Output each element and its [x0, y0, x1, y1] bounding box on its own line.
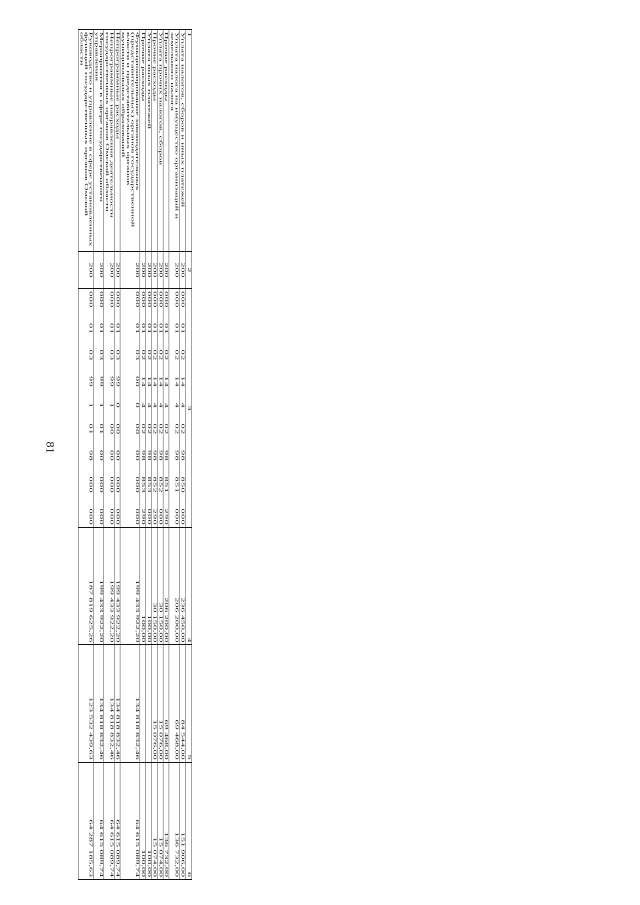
code-segments: [180, 291, 185, 525]
row-value-col6: 64 615 089,74: [93, 762, 103, 879]
row-value-col4: 100,00: [146, 528, 152, 645]
code-segment: 98: [146, 450, 151, 462]
code-segment: 02: [152, 349, 157, 361]
row-classification-code: [120, 289, 140, 528]
code-segment: 852: [158, 476, 163, 494]
row-value-col4: 199 433 922,20: [93, 528, 103, 645]
page-number: 81: [43, 441, 58, 454]
table-row: [114, 30, 120, 880]
code-segment: 1: [98, 402, 104, 409]
code-segment: 853: [140, 476, 146, 494]
code-segment: 000: [115, 291, 120, 308]
code-segment: 01: [98, 323, 104, 335]
row-value-col6: 64 615 089,74: [120, 762, 140, 879]
row-name: Прочие расходы: [163, 30, 169, 252]
code-segment: 000: [98, 291, 104, 308]
row-org-code: 200: [151, 251, 157, 289]
code-segment: 02: [174, 349, 179, 361]
code-segment: 00: [135, 450, 140, 462]
row-value-col6: 64 615 089,74: [114, 762, 120, 879]
row-classification-code: [114, 289, 120, 528]
code-segment: 02: [140, 349, 146, 361]
code-segment: 0: [135, 402, 140, 409]
row-value-col4: 206 200,00: [169, 528, 179, 645]
row-name: Прочие расходы: [151, 30, 157, 252]
header-col-1: 1: [185, 30, 192, 252]
code-segment: 851: [164, 476, 169, 494]
code-segment: 00: [109, 423, 114, 435]
code-segment: 000: [135, 291, 140, 308]
table-row: [169, 30, 179, 880]
code-segment: 02: [158, 349, 163, 361]
code-segment: 03: [109, 349, 114, 361]
header-col-4: 4: [185, 528, 192, 645]
row-org-code: 200: [140, 251, 146, 289]
row-name: Уплата налога на имущество организаций и земельного налога: [169, 30, 179, 252]
row-value-col6: 64 287 185,63: [78, 762, 93, 879]
row-value-col5: 69 468,00: [169, 645, 179, 762]
row-name: Непрограммные расходы: [114, 30, 120, 252]
code-segment: 01: [115, 323, 120, 335]
code-segment: 02: [180, 423, 185, 435]
code-segment: 02: [174, 423, 179, 435]
code-segment: 000: [140, 291, 146, 308]
table-row: [157, 30, 163, 880]
code-segment: 290: [164, 508, 169, 526]
code-segment: 000: [109, 508, 114, 526]
row-name: Мероприятия в сфере государственного управления: [93, 30, 103, 252]
code-segment: 4: [146, 402, 151, 409]
row-org-code: 200: [78, 251, 93, 289]
code-segment: 03: [88, 349, 93, 361]
code-segments: [140, 291, 145, 525]
row-org-code: 200: [179, 251, 185, 289]
table-row: [93, 30, 103, 880]
code-segment: 02: [140, 423, 146, 435]
code-segment: 1: [88, 402, 93, 409]
row-name: Уплата иных платежей: [146, 30, 152, 252]
code-segment: 01: [135, 323, 140, 335]
header-col-2: 2: [185, 251, 192, 289]
row-value-col6: 100,00: [140, 762, 146, 879]
row-value-col5: [146, 645, 152, 762]
code-segment: 000: [109, 291, 114, 308]
code-segment: 4: [164, 402, 169, 409]
table-row: [120, 30, 140, 880]
code-segments: [135, 291, 140, 525]
row-value-col6: 136 732,00: [163, 762, 169, 879]
row-org-code: 200: [93, 251, 103, 289]
code-segment: 01: [164, 323, 169, 335]
code-segment: 000: [88, 508, 93, 526]
row-org-code: 200: [104, 251, 114, 289]
row-value-col5: 69 468,00: [163, 645, 169, 762]
row-value-col6: 151 906,00: [179, 762, 185, 879]
code-segment: 4: [140, 402, 146, 409]
row-org-code: 200: [114, 251, 120, 289]
code-segment: 00: [98, 450, 104, 462]
code-segment: 4: [174, 402, 179, 409]
code-segment: 03: [135, 349, 140, 361]
row-value-col5: 123 532 439,63: [78, 645, 93, 762]
code-segment: 850: [180, 476, 185, 494]
code-segment: 14: [174, 376, 179, 388]
row-value-col5: [140, 645, 146, 762]
code-segment: 02: [158, 423, 163, 435]
table-row: [78, 30, 93, 880]
row-name: Непрограммные направления деятельности государственных органов Омской области: [104, 30, 114, 252]
code-segment: 01: [88, 423, 93, 435]
code-segment: 98: [152, 450, 157, 462]
code-segments: [88, 291, 93, 525]
code-segment: 4: [180, 402, 185, 409]
row-classification-code: [140, 289, 146, 528]
code-segment: 98: [158, 450, 163, 462]
row-value-col5: 134 818 832,46: [93, 645, 103, 762]
code-segments: [109, 291, 114, 525]
code-segment: 000: [180, 291, 185, 308]
code-segment: 99: [115, 376, 120, 388]
header-col-5: 5: [185, 645, 192, 762]
code-segment: 98: [140, 450, 146, 462]
row-value-col6: 64 615 089,74: [104, 762, 114, 879]
code-segments: [99, 291, 104, 525]
code-segment: 02: [146, 349, 151, 361]
table-row: [179, 30, 185, 880]
code-segment: 000: [98, 476, 104, 494]
row-org-code: 200: [163, 251, 169, 289]
code-segment: 00: [115, 423, 120, 435]
code-segments: [174, 291, 179, 525]
code-segment: 02: [164, 423, 169, 435]
code-segment: 000: [135, 476, 140, 494]
row-classification-code: [93, 289, 103, 528]
table-row: [140, 30, 146, 880]
code-segment: 00: [109, 450, 114, 462]
row-value-col4: 30 150,00: [151, 528, 157, 645]
row-name: Руководство и управление в сфере установленных функций государственных органов Омской области: [78, 30, 93, 252]
code-segment: 02: [164, 349, 169, 361]
row-name: Прочие расходы: [140, 30, 146, 252]
code-segment: 03: [115, 349, 120, 361]
code-segment: 99: [98, 376, 104, 388]
row-value-col5: 134 818 832,46: [120, 645, 140, 762]
code-segment: 01: [158, 323, 163, 335]
row-name: Уплата прочих налогов, сборов: [157, 30, 163, 252]
table-row: [151, 30, 157, 880]
code-segment: 000: [152, 291, 157, 308]
code-segment: 290: [140, 508, 146, 526]
code-segment: 01: [174, 323, 179, 335]
code-segment: 99: [109, 376, 114, 388]
code-segment: 00: [135, 376, 140, 388]
row-value-col5: 134 818 832,46: [114, 645, 120, 762]
code-segment: 1: [109, 402, 114, 409]
row-name: Уплата налогов, сборов и иных платежей: [179, 30, 185, 252]
row-classification-code: [78, 289, 93, 528]
row-value-col4: 187 819 625,26: [78, 528, 93, 645]
code-segment: 14: [152, 376, 157, 388]
code-segment: 000: [158, 508, 163, 526]
code-segment: 01: [140, 323, 146, 335]
code-segment: 000: [158, 291, 163, 308]
row-value-col5: 84 544,00: [179, 645, 185, 762]
code-segments: [115, 291, 120, 525]
table-row: [146, 30, 152, 880]
row-org-code: 200: [120, 251, 140, 289]
code-segment: 000: [98, 508, 104, 526]
code-segment: 000: [164, 291, 169, 308]
code-segment: 000: [109, 476, 114, 494]
row-classification-code: [157, 289, 163, 528]
row-value-col4: 206 200,00: [163, 528, 169, 645]
code-segments: [158, 291, 163, 525]
code-segment: 98: [164, 450, 169, 462]
code-segment: 000: [146, 508, 151, 526]
row-value-col6: 136 732,00: [169, 762, 179, 879]
code-segment: 01: [180, 323, 185, 335]
row-value-col4: 100,00: [140, 528, 146, 645]
budget-table: [78, 29, 192, 880]
row-value-col5: 15 076,00: [157, 645, 163, 762]
row-classification-code: [104, 289, 114, 528]
code-segment: 4: [158, 402, 163, 409]
row-classification-code: [163, 289, 169, 528]
row-org-code: 200: [157, 251, 163, 289]
code-segment: 14: [180, 376, 185, 388]
code-segment: 00: [115, 450, 120, 462]
code-segment: 000: [88, 476, 93, 494]
code-segment: 851: [174, 476, 179, 494]
code-segment: 000: [180, 508, 185, 526]
code-segment: 99: [88, 376, 93, 388]
row-value-col4: 236 450,00: [179, 528, 185, 645]
code-segment: 03: [98, 349, 104, 361]
table-row: [104, 30, 114, 880]
code-segment: 02: [152, 423, 157, 435]
code-segment: 98: [88, 450, 93, 462]
header-col-6: 6: [185, 762, 192, 879]
code-segments: [164, 291, 169, 525]
row-value-col6: 100,00: [146, 762, 152, 879]
code-segment: 01: [146, 323, 151, 335]
row-value-col5: 15 076,00: [151, 645, 157, 762]
code-segment: 02: [146, 423, 151, 435]
code-segments: [146, 291, 151, 525]
row-value-col6: 15 074,00: [151, 762, 157, 879]
code-segment: 14: [140, 376, 146, 388]
code-segment: 98: [180, 450, 185, 462]
row-value-col4: 30 150,00: [157, 528, 163, 645]
row-classification-code: [179, 289, 185, 528]
code-segment: 000: [174, 291, 179, 308]
code-segment: 852: [152, 476, 157, 494]
row-value-col4: 199 433 922,20: [114, 528, 120, 645]
code-segment: 0: [115, 402, 120, 409]
code-segment: 000: [115, 508, 120, 526]
code-segment: 01: [88, 323, 93, 335]
code-segment: 14: [146, 376, 151, 388]
code-segment: 01: [98, 423, 104, 435]
code-segment: 000: [135, 508, 140, 526]
row-org-code: 200: [146, 251, 152, 289]
code-segment: 01: [109, 323, 114, 335]
header-col-3: 3: [185, 289, 192, 528]
row-name: Функционирование законодательных (представительных) органов государственной власти и представительных органов муниципальных образований: [120, 30, 140, 252]
code-segments: [152, 291, 157, 525]
row-value-col6: 15 074,00: [157, 762, 163, 879]
code-segment: 4: [152, 402, 157, 409]
row-classification-code: [169, 289, 179, 528]
table-row: [163, 30, 169, 880]
code-segment: 01: [152, 323, 157, 335]
row-value-col4: 199 433 922,20: [120, 528, 140, 645]
budget-table-sheet: [79, 29, 192, 880]
code-segment: 14: [164, 376, 169, 388]
code-segment: 98: [174, 450, 179, 462]
code-segment: 00: [135, 423, 140, 435]
row-value-col5: 134 818 832,46: [104, 645, 114, 762]
code-segment: 853: [146, 476, 151, 494]
row-classification-code: [151, 289, 157, 528]
code-segment: 000: [88, 291, 93, 308]
row-value-col4: 199 433 922,20: [104, 528, 114, 645]
code-segment: 000: [146, 291, 151, 308]
code-segment: 14: [158, 376, 163, 388]
table-header-row: [185, 30, 192, 880]
code-segment: 290: [152, 508, 157, 526]
code-segment: 000: [174, 508, 179, 526]
code-segment: 000: [115, 476, 120, 494]
row-org-code: 200: [169, 251, 179, 289]
row-classification-code: [146, 289, 152, 528]
code-segment: 02: [180, 349, 185, 361]
